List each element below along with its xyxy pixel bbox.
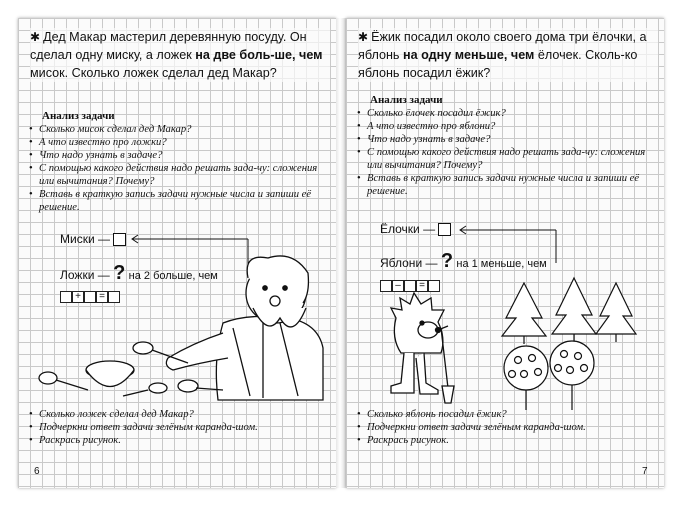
question: • Подчеркни ответ задачи зелёным каранда-шом. [28, 421, 328, 434]
question: • Что надо узнать в задаче? [28, 149, 328, 162]
schema-row-2: Яблони — ? на 1 меньше, чем [380, 250, 547, 272]
question-mark: ? [440, 250, 454, 272]
question: • Раскрась рисунок. [356, 434, 656, 447]
analysis-title: Анализ задачи [370, 94, 443, 106]
right-page [346, 18, 664, 488]
star-icon: ✱ [358, 30, 369, 44]
question-mark: ? [113, 262, 126, 284]
question: • Сколько ёлочек посадил ёжик? [356, 107, 656, 120]
equation-cell: + [72, 291, 84, 303]
bottom-questions [356, 408, 656, 447]
schema-label: Ложки [60, 268, 95, 282]
apple-trees [504, 341, 594, 410]
question: • С помощью какого действия надо решать зада-чу: сложения или вычитания? Почему? [28, 162, 328, 188]
question: • Вставь в краткую запись задачи нужные числа и запиши её решение. [28, 188, 328, 214]
analysis-title: Анализ задачи [42, 110, 115, 122]
equation-cell: = [416, 280, 428, 292]
left-page [18, 18, 336, 488]
schema-label: Яблони [380, 256, 423, 270]
equation-cell: – [392, 280, 404, 292]
equation-cell: = [96, 291, 108, 303]
schema-row-1: Ёлочки — [380, 222, 451, 236]
schema-row-1: Миски — [60, 232, 126, 246]
bottom-questions [28, 408, 328, 447]
task-text: ✱ Ёжик посадил около своего дома три ёлочки, а яблонь на одну меньше, чем ёлочек. Сколь-ко яблонь посадил ёжик? [358, 28, 658, 82]
schema-relation: на 2 больше, чем [128, 270, 218, 282]
question: • Раскрась рисунок. [28, 434, 328, 447]
question: • Сколько ложек сделал дед Макар? [28, 408, 328, 421]
book-gutter [336, 18, 346, 488]
schema-relation: на 1 меньше, чем [456, 258, 547, 270]
star-icon: ✱ [30, 30, 41, 44]
schema-label: Миски [60, 232, 95, 246]
question: • Сколько яблонь посадил ёжик? [356, 408, 656, 421]
fir-trees [502, 278, 636, 344]
question: • Подчеркни ответ задачи зелёным каранда-шом. [356, 421, 656, 434]
question: • Сколько мисок сделал дед Макар? [28, 123, 328, 136]
task-text: ✱ Дед Макар мастерил деревянную посуду. Он сделал одну миску, а ложек на две боль-ше, чем мисок. Сколько ложек сделал дед Макар? [30, 28, 330, 82]
question: • С помощью какого действия надо решать зада-чу: сложения или вычитания? Почему? [356, 146, 656, 172]
question: • А что известно про яблони? [356, 120, 656, 133]
page-number: 6 [34, 466, 40, 477]
question: • Вставь в краткую запись задачи нужные числа и запиши её решение. [356, 172, 656, 198]
question: • А что известно про ложки? [28, 136, 328, 149]
schema-label: Ёлочки [380, 222, 420, 236]
schema-row-2: Ложки — ? на 2 больше, чем [60, 262, 218, 284]
page-number: 7 [642, 466, 648, 477]
question: • Что надо узнать в задаче? [356, 133, 656, 146]
